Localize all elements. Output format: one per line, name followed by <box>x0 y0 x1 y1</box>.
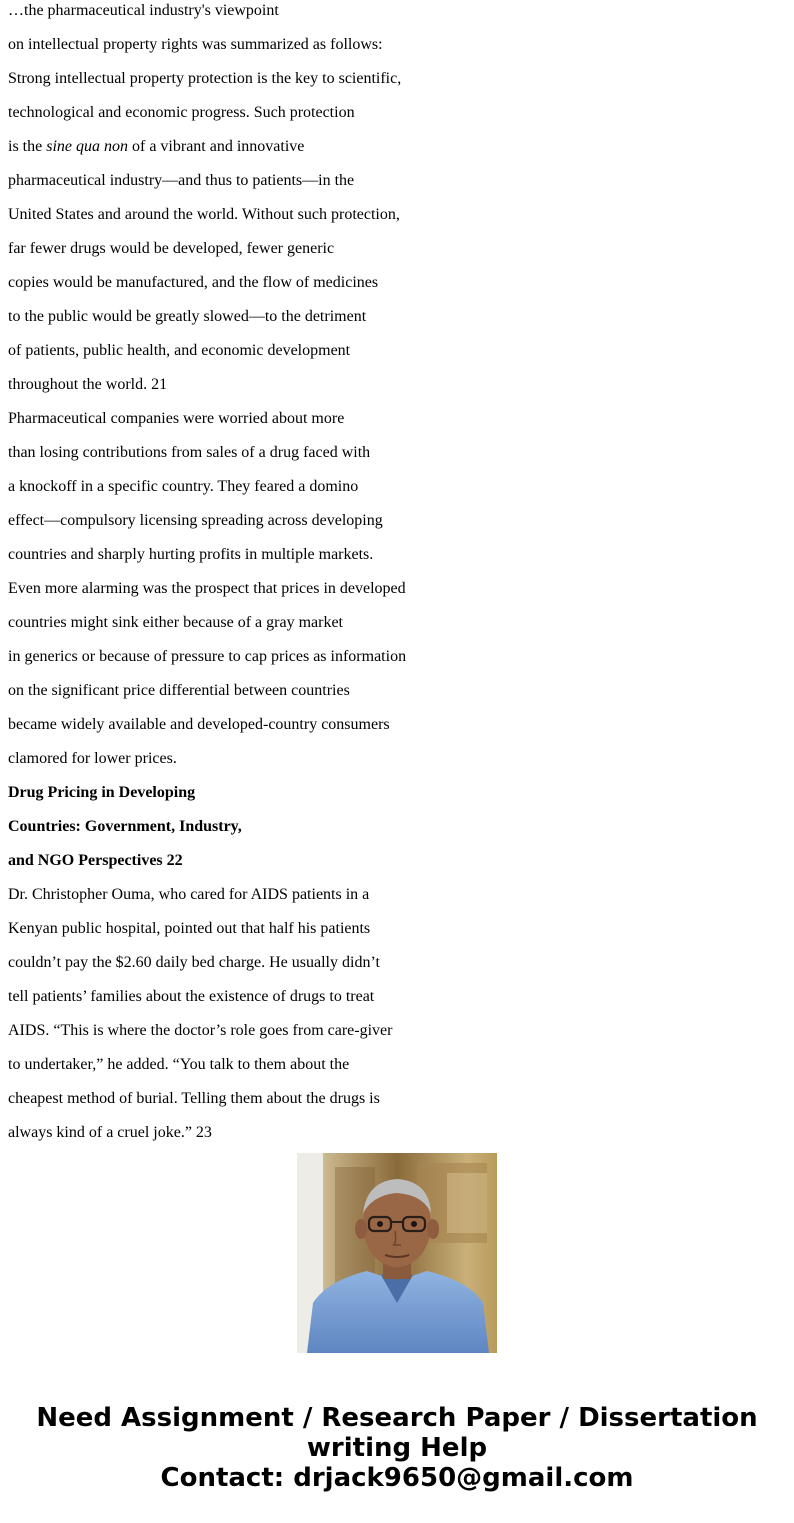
text-line: Dr. Christopher Ouma, who cared for AIDS patients in a <box>8 886 370 903</box>
text-line: to undertaker,” he added. “You talk to them about the <box>8 1056 350 1073</box>
text-line: countries might sink either because of a gray market <box>8 614 343 631</box>
text-segment: of a vibrant and innovative <box>128 138 305 155</box>
text-line: Even more alarming was the prospect that prices in developed <box>8 580 406 597</box>
text-segment: is the <box>8 138 47 155</box>
text-line: on the significant price differential between countries <box>8 682 350 699</box>
promo-banner <box>0 1403 794 1493</box>
author-avatar <box>297 1153 497 1353</box>
article-text <box>8 0 788 1141</box>
text-line: than losing contributions from sales of a drug faced with <box>8 444 371 461</box>
promo-line-1: Need Assignment / Research Paper / Dissertation <box>36 1403 758 1433</box>
text-line: clamored for lower prices. <box>8 750 177 767</box>
text-line: Strong intellectual property protection is the key to scientific, <box>8 70 402 87</box>
text-line: to the public would be greatly slowed—to the detriment <box>8 308 367 325</box>
text-line: always kind of a cruel joke.” 23 <box>8 1124 212 1141</box>
text-line: tell patients’ families about the existence of drugs to treat <box>8 988 375 1005</box>
text-line <box>8 130 788 164</box>
text-line: on intellectual property rights was summarized as follows: <box>8 36 383 53</box>
text-line: of patients, public health, and economic development <box>8 342 351 359</box>
text-line: …the pharmaceutical industry's viewpoint <box>8 2 279 19</box>
text-line: in generics or because of pressure to cap prices as information <box>8 648 407 665</box>
text-line: technological and economic progress. Such protection <box>8 104 355 121</box>
italic-phrase: sine qua non <box>46 138 128 155</box>
text-line: cheapest method of burial. Telling them about the drugs is <box>8 1090 380 1107</box>
text-line: a knockoff in a specific country. They feared a domino <box>8 478 359 495</box>
text-line: Kenyan public hospital, pointed out that half his patients <box>8 920 371 937</box>
section-heading-line: and NGO Perspectives 22 <box>8 852 183 869</box>
text-line: Pharmaceutical companies were worried about more <box>8 410 345 427</box>
promo-line-2: writing Help <box>306 1433 488 1463</box>
section-heading-line: Countries: Government, Industry, <box>8 818 242 835</box>
text-line: United States and around the world. Without such protection, <box>8 206 400 223</box>
text-line: pharmaceutical industry—and thus to patients—in the <box>8 172 355 189</box>
text-line: became widely available and developed-country consumers <box>8 716 390 733</box>
promo-contact: Contact: drjack9650@gmail.com <box>160 1463 634 1493</box>
text-line: effect—compulsory licensing spreading across developing <box>8 512 383 529</box>
text-line: far fewer drugs would be developed, fewer generic <box>8 240 335 257</box>
section-heading-line: Drug Pricing in Developing <box>8 784 196 801</box>
text-line: couldn’t pay the $2.60 daily bed charge. He usually didn’t <box>8 954 380 971</box>
text-line: AIDS. “This is where the doctor’s role goes from care-giver <box>8 1022 393 1039</box>
text-line: countries and sharply hurting profits in multiple markets. <box>8 546 374 563</box>
text-line: copies would be manufactured, and the flow of medicines <box>8 274 379 291</box>
text-line: throughout the world. 21 <box>8 376 168 393</box>
